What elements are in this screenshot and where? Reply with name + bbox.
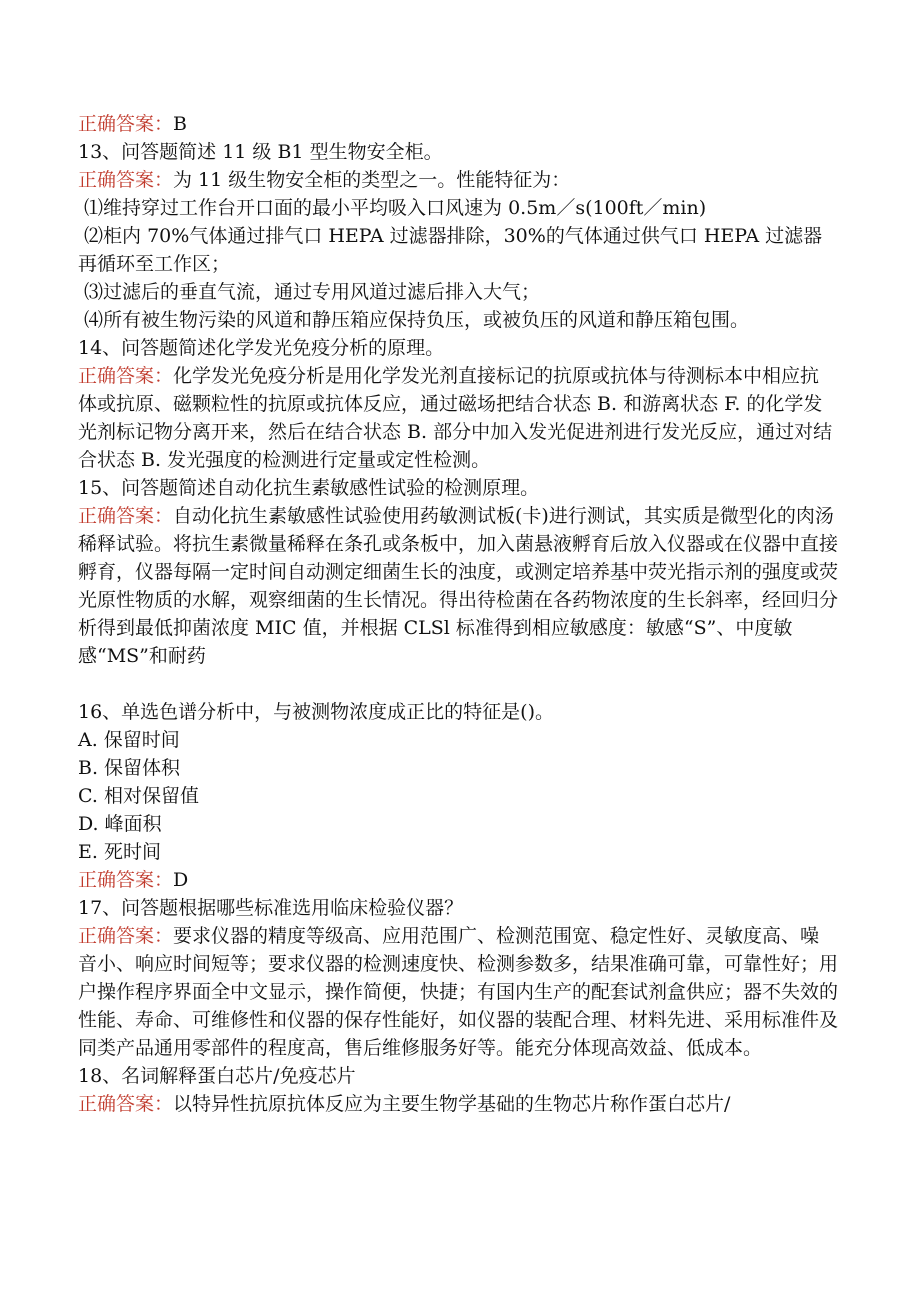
answer-text: B bbox=[173, 113, 187, 135]
question-line: 16、单选色谱分析中，与被测物浓度成正比的特征是()。 bbox=[78, 701, 555, 723]
answer-line bbox=[78, 166, 838, 194]
answer-label: 正确答案： bbox=[78, 869, 174, 891]
answer-line bbox=[78, 110, 838, 138]
answer-label: 正确答案： bbox=[78, 113, 174, 135]
answer-line bbox=[78, 922, 838, 1062]
text-line: ⑴维持穿过工作台开口面的最小平均吸入口风速为 0.5m／s(100ft／min) bbox=[78, 197, 707, 219]
question-line: 18、名词解释蛋白芯片/免疫芯片 bbox=[78, 1065, 356, 1087]
option-line: B. 保留体积 bbox=[78, 757, 181, 779]
answer-line bbox=[78, 866, 838, 894]
answer-text: 自动化抗生素敏感性试验使用药敏测试板(卡)进行测试，其实质是微型化的肉汤稀释试验。将抗生素微量稀释在条孔或条板中，加入菌悬液孵育后放入仪器或在仪器中直接孵育，仪器每隔一定时间自动测定细菌生长的浊度，或测定培养基中荧光指示剂的强度或荧光原性物质的水解，观察细菌的生长情况。得出待检菌在各药物浓度的生长斜率，经回归分析得到最低抑菌浓度 MIC 值，并根据 CLSl 标准得到相应敏感度：敏感“S”、中度敏感“MS”和耐药 bbox=[78, 505, 839, 667]
answer-label: 正确答案： bbox=[78, 505, 174, 527]
answer-line bbox=[78, 502, 838, 670]
answer-label: 正确答案： bbox=[78, 925, 174, 947]
answer-text: 以特异性抗原抗体反应为主要生物学基础的生物芯片称作蛋白芯片/ bbox=[173, 1093, 731, 1115]
answer-line bbox=[78, 1090, 838, 1118]
question-line: 15、问答题简述自动化抗生素敏感性试验的检测原理。 bbox=[78, 477, 540, 499]
blank-gap bbox=[78, 670, 838, 698]
option-line: E. 死时间 bbox=[78, 841, 161, 863]
option-line: A. 保留时间 bbox=[78, 729, 180, 751]
answer-text: 为 11 级生物安全柜的类型之一。性能特征为： bbox=[173, 169, 571, 191]
answer-text: D bbox=[173, 869, 189, 891]
text-line: ⑶过滤后的垂直气流，通过专用风道过滤后排入大气； bbox=[78, 281, 541, 303]
option-line: C. 相对保留值 bbox=[78, 785, 199, 807]
option-line: D. 峰面积 bbox=[78, 813, 162, 835]
document-page bbox=[78, 110, 838, 1118]
answer-label: 正确答案： bbox=[78, 169, 174, 191]
question-line: 13、问答题简述 11 级 B1 型生物安全柜。 bbox=[78, 141, 443, 163]
question-line: 17、问答题根据哪些标准选用临床检验仪器？ bbox=[78, 897, 464, 919]
question-line: 14、问答题简述化学发光免疫分析的原理。 bbox=[78, 337, 445, 359]
answer-text: 要求仪器的精度等级高、应用范围广、检测范围宽、稳定性好、灵敏度高、噪音小、响应时间短等；要求仪器的检测速度快、检测参数多，结果准确可靠，可靠性好；用户操作程序界面全中文显示，操作简便，快捷；有国内生产的配套试剂盒供应；器不失效的性能、寿命、可维修性和仪器的保存性能好，如仪器的装配合理、材料先进、采用标准件及同类产品通用零部件的程度高，售后维修服务好等。能充分体现高效益、低成本。 bbox=[78, 925, 839, 1059]
text-line: ⑷所有被生物污染的风道和静压箱应保持负压，或被负压的风道和静压箱包围。 bbox=[78, 309, 750, 331]
answer-label: 正确答案： bbox=[78, 365, 174, 387]
answer-text: 化学发光免疫分析是用化学发光剂直接标记的抗原或抗体与待测标本中相应抗体或抗原、磁颗粒性的抗原或抗体反应，通过磁场把结合状态 B. 和游离状态 F. 的化学发光剂标记物分离开来，然后在结合状态 B. 部分中加入发光促进剂进行发光反应，通过对结合状态 B. 发光强度的检测进行定量或定性检测。 bbox=[78, 365, 833, 471]
text-line: ⑵柜内 70%气体通过排气口 HEPA 过滤器排除，30%的气体通过供气口 HEPA 过滤器再循环至工作区； bbox=[78, 225, 823, 275]
answer-label: 正确答案： bbox=[78, 1093, 174, 1115]
answer-line bbox=[78, 362, 838, 474]
